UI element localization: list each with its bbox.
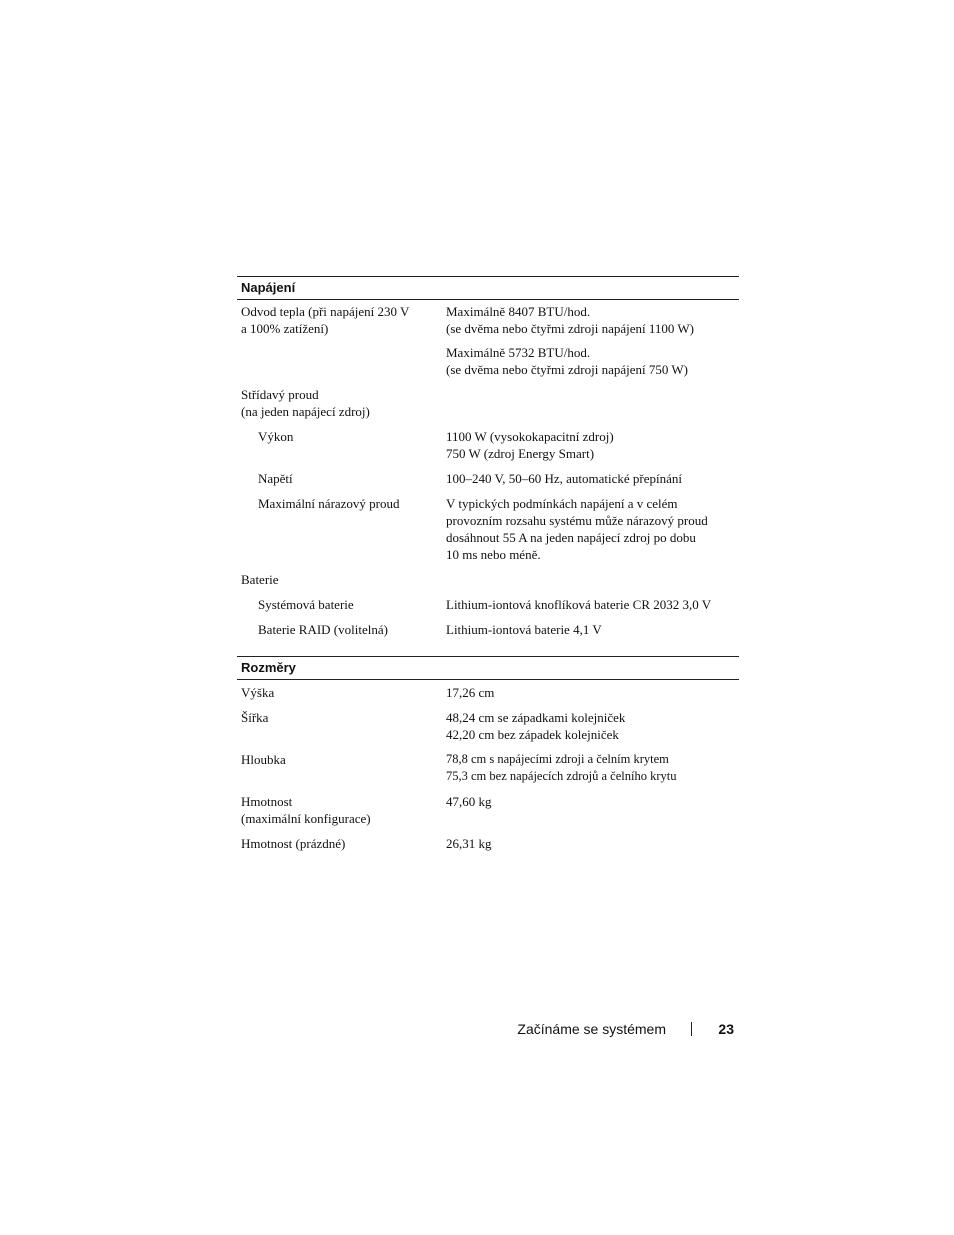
spec-label: Šířka (241, 710, 269, 725)
value-line: 75,3 cm bez napájecích zdrojů a čelního krytu (446, 769, 677, 783)
spec-value: Lithium-iontová knoflíková baterie CR 2032 3,0 V (446, 597, 712, 612)
label-line: Odvod tepla (při napájení 230 V (241, 304, 410, 319)
spec-value (446, 751, 739, 785)
spec-label (241, 303, 441, 337)
value-line: (se dvěma nebo čtyřmi zdroji napájení 1100 W) (446, 321, 695, 336)
spec-label: Hloubka (241, 752, 286, 767)
spec-label (241, 386, 441, 420)
spec-label: Výška (241, 685, 275, 700)
spec-value: 100–240 V, 50–60 Hz, automatické přepínání (446, 471, 683, 486)
value-line: 48,24 cm se západkami kolejniček (446, 710, 626, 725)
spec-value: 26,31 kg (446, 836, 492, 851)
spec-label: Baterie RAID (volitelná) (258, 622, 388, 637)
footer-chapter-title: Začínáme se systémem (517, 1021, 666, 1037)
value-line: dosáhnout 55 A na jeden napájecí zdroj po dobu (446, 530, 696, 545)
spec-value (446, 709, 739, 743)
page-number: 23 (718, 1021, 734, 1037)
spec-label: Výkon (258, 429, 294, 444)
footer-divider (691, 1022, 692, 1036)
spec-value: 47,60 kg (446, 794, 492, 809)
spec-value (446, 344, 739, 378)
value-line: Maximálně 8407 BTU/hod. (446, 304, 591, 319)
section-heading: Rozměry (237, 656, 739, 680)
spec-label: Hmotnost (prázdné) (241, 836, 346, 851)
value-line: 750 W (zdroj Energy Smart) (446, 446, 595, 461)
value-line: 42,20 cm bez západek kolejniček (446, 727, 619, 742)
value-line: Maximálně 5732 BTU/hod. (446, 345, 591, 360)
dimensions-section (237, 656, 739, 851)
power-section (237, 276, 739, 637)
spec-value (446, 303, 739, 337)
spec-label (241, 793, 441, 827)
page-footer (470, 1020, 735, 1038)
value-line: 10 ms nebo méně. (446, 547, 541, 562)
value-line: V typických podmínkách napájení a v celém (446, 496, 678, 511)
value-line: (se dvěma nebo čtyřmi zdroji napájení 750 W) (446, 362, 688, 377)
value-line: 1100 W (vysokokapacitní zdroj) (446, 429, 614, 444)
spec-value: Lithium-iontová baterie 4,1 V (446, 622, 602, 637)
spec-value (446, 428, 739, 462)
label-line: Střídavý proud (241, 387, 319, 402)
spec-value (446, 495, 739, 563)
value-line: 78,8 cm s napájecími zdroji a čelním krytem (446, 752, 669, 766)
spec-label: Baterie (241, 572, 279, 587)
spec-label: Systémová baterie (258, 597, 354, 612)
value-line: provozním rozsahu systému může nárazový proud (446, 513, 708, 528)
spec-label: Maximální nárazový proud (258, 496, 400, 511)
label-line: (na jeden napájecí zdroj) (241, 404, 370, 419)
label-line: a 100% zatížení) (241, 321, 329, 336)
label-line: (maximální konfigurace) (241, 811, 371, 826)
spec-label: Napětí (258, 471, 293, 486)
label-line: Hmotnost (241, 794, 293, 809)
section-heading: Napájení (237, 276, 739, 300)
spec-value: 17,26 cm (446, 685, 495, 700)
